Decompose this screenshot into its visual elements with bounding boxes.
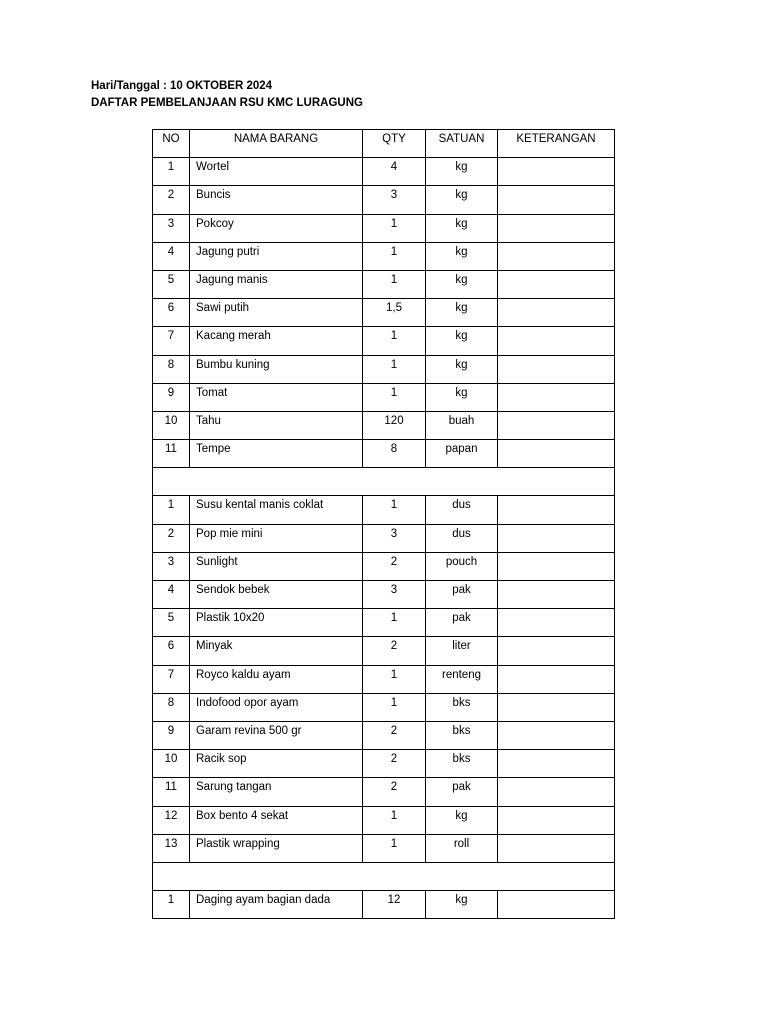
row-item-name: Buncis	[190, 186, 363, 214]
row-note	[498, 524, 615, 552]
row-note	[498, 355, 615, 383]
row-note	[498, 411, 615, 439]
row-unit: dus	[426, 496, 498, 524]
table-row	[153, 721, 615, 749]
row-item-name: Tahu	[190, 411, 363, 439]
row-qty: 1	[363, 693, 426, 721]
row-unit: pouch	[426, 552, 498, 580]
row-item-name: Jagung putri	[190, 242, 363, 270]
row-unit: pak	[426, 581, 498, 609]
row-note	[498, 496, 615, 524]
row-item-name: Sendok bebek	[190, 581, 363, 609]
row-note	[498, 440, 615, 468]
table-row	[153, 750, 615, 778]
row-unit: kg	[426, 383, 498, 411]
table-row	[153, 834, 615, 862]
row-item-name: Sarung tangan	[190, 778, 363, 806]
row-unit: pak	[426, 609, 498, 637]
row-qty: 1	[363, 355, 426, 383]
row-item-name: Royco kaldu ayam	[190, 665, 363, 693]
row-note	[498, 242, 615, 270]
row-no: 8	[153, 355, 190, 383]
row-qty: 12	[363, 891, 426, 919]
row-item-name: Wortel	[190, 158, 363, 186]
row-note	[498, 158, 615, 186]
row-item-name: Box bento 4 sekat	[190, 806, 363, 834]
table-row	[153, 581, 615, 609]
row-no: 11	[153, 440, 190, 468]
row-item-name: Minyak	[190, 637, 363, 665]
shopping-list-table	[152, 129, 615, 919]
row-no: 1	[153, 891, 190, 919]
row-no: 1	[153, 158, 190, 186]
row-note	[498, 270, 615, 298]
table-row	[153, 524, 615, 552]
row-unit: roll	[426, 834, 498, 862]
row-unit: kg	[426, 158, 498, 186]
row-unit: kg	[426, 299, 498, 327]
row-item-name: Bumbu kuning	[190, 355, 363, 383]
row-qty: 1	[363, 383, 426, 411]
row-unit: liter	[426, 637, 498, 665]
column-header-no: NO	[153, 130, 190, 158]
section-separator-row	[153, 468, 615, 496]
row-qty: 4	[363, 158, 426, 186]
row-qty: 1	[363, 665, 426, 693]
row-note	[498, 552, 615, 580]
row-unit: kg	[426, 355, 498, 383]
row-item-name: Plastik wrapping	[190, 834, 363, 862]
row-unit: kg	[426, 242, 498, 270]
row-no: 7	[153, 665, 190, 693]
table-row	[153, 693, 615, 721]
column-header-qty: QTY	[363, 130, 426, 158]
table-row	[153, 242, 615, 270]
row-unit: kg	[426, 327, 498, 355]
row-unit: buah	[426, 411, 498, 439]
row-unit: pak	[426, 778, 498, 806]
row-item-name: Jagung manis	[190, 270, 363, 298]
row-unit: bks	[426, 693, 498, 721]
row-no: 5	[153, 270, 190, 298]
row-item-name: Plastik 10x20	[190, 609, 363, 637]
row-no: 2	[153, 524, 190, 552]
row-note	[498, 609, 615, 637]
row-note	[498, 693, 615, 721]
row-qty: 3	[363, 581, 426, 609]
row-no: 11	[153, 778, 190, 806]
column-header-note: KETERANGAN	[498, 130, 615, 158]
table-body	[153, 158, 615, 919]
document-title: DAFTAR PEMBELANJAAN RSU KMC LURAGUNG	[91, 97, 363, 109]
table-row	[153, 214, 615, 242]
row-unit: bks	[426, 750, 498, 778]
row-item-name: Susu kental manis coklat	[190, 496, 363, 524]
row-qty: 2	[363, 778, 426, 806]
row-qty: 1	[363, 609, 426, 637]
table-row	[153, 637, 615, 665]
row-qty: 1	[363, 834, 426, 862]
row-qty: 2	[363, 750, 426, 778]
row-unit: papan	[426, 440, 498, 468]
row-note	[498, 299, 615, 327]
table-row	[153, 609, 615, 637]
table-row	[153, 186, 615, 214]
row-qty: 2	[363, 637, 426, 665]
row-item-name: Daging ayam bagian dada	[190, 891, 363, 919]
row-note	[498, 806, 615, 834]
row-note	[498, 891, 615, 919]
row-note	[498, 383, 615, 411]
row-no: 3	[153, 214, 190, 242]
row-unit: kg	[426, 891, 498, 919]
row-item-name: Sawi putih	[190, 299, 363, 327]
table-row	[153, 327, 615, 355]
table-header-row	[153, 130, 615, 158]
table-row	[153, 355, 615, 383]
row-no: 9	[153, 383, 190, 411]
document-header	[91, 78, 363, 112]
row-item-name: Pokcoy	[190, 214, 363, 242]
row-no: 6	[153, 637, 190, 665]
row-no: 1	[153, 496, 190, 524]
row-item-name: Sunlight	[190, 552, 363, 580]
row-note	[498, 581, 615, 609]
row-no: 10	[153, 411, 190, 439]
column-header-unit: SATUAN	[426, 130, 498, 158]
section-separator-row	[153, 862, 615, 890]
row-qty: 3	[363, 186, 426, 214]
table-row	[153, 440, 615, 468]
date-line: Hari/Tanggal : 10 OKTOBER 2024	[91, 80, 273, 92]
table-row	[153, 411, 615, 439]
row-qty: 1	[363, 496, 426, 524]
row-item-name: Racik sop	[190, 750, 363, 778]
table-row	[153, 552, 615, 580]
table-row	[153, 778, 615, 806]
row-no: 4	[153, 242, 190, 270]
table-row	[153, 299, 615, 327]
row-unit: dus	[426, 524, 498, 552]
row-qty: 1,5	[363, 299, 426, 327]
row-qty: 2	[363, 721, 426, 749]
table-row	[153, 270, 615, 298]
table-row	[153, 665, 615, 693]
row-unit: kg	[426, 214, 498, 242]
row-item-name: Pop mie mini	[190, 524, 363, 552]
row-item-name: Kacang merah	[190, 327, 363, 355]
row-note	[498, 834, 615, 862]
row-no: 8	[153, 693, 190, 721]
row-qty: 1	[363, 327, 426, 355]
section-separator-cell	[153, 468, 615, 496]
row-no: 5	[153, 609, 190, 637]
row-no: 13	[153, 834, 190, 862]
column-header-name: NAMA BARANG	[190, 130, 363, 158]
row-unit: bks	[426, 721, 498, 749]
row-note	[498, 327, 615, 355]
table-row	[153, 496, 615, 524]
row-no: 7	[153, 327, 190, 355]
row-qty: 3	[363, 524, 426, 552]
table-row	[153, 891, 615, 919]
row-note	[498, 778, 615, 806]
table-row	[153, 806, 615, 834]
row-unit: kg	[426, 186, 498, 214]
row-no: 12	[153, 806, 190, 834]
row-qty: 1	[363, 806, 426, 834]
row-unit: kg	[426, 270, 498, 298]
row-no: 6	[153, 299, 190, 327]
row-unit: kg	[426, 806, 498, 834]
row-qty: 1	[363, 270, 426, 298]
row-note	[498, 721, 615, 749]
row-no: 4	[153, 581, 190, 609]
row-unit: renteng	[426, 665, 498, 693]
row-no: 2	[153, 186, 190, 214]
row-item-name: Garam revina 500 gr	[190, 721, 363, 749]
row-note	[498, 186, 615, 214]
row-note	[498, 214, 615, 242]
row-item-name: Indofood opor ayam	[190, 693, 363, 721]
row-no: 10	[153, 750, 190, 778]
row-qty: 2	[363, 552, 426, 580]
row-qty: 8	[363, 440, 426, 468]
row-no: 3	[153, 552, 190, 580]
row-qty: 120	[363, 411, 426, 439]
table-row	[153, 158, 615, 186]
table-row	[153, 383, 615, 411]
row-note	[498, 750, 615, 778]
row-item-name: Tempe	[190, 440, 363, 468]
section-separator-cell	[153, 862, 615, 890]
row-qty: 1	[363, 242, 426, 270]
row-qty: 1	[363, 214, 426, 242]
row-no: 9	[153, 721, 190, 749]
row-note	[498, 665, 615, 693]
row-note	[498, 637, 615, 665]
row-item-name: Tomat	[190, 383, 363, 411]
